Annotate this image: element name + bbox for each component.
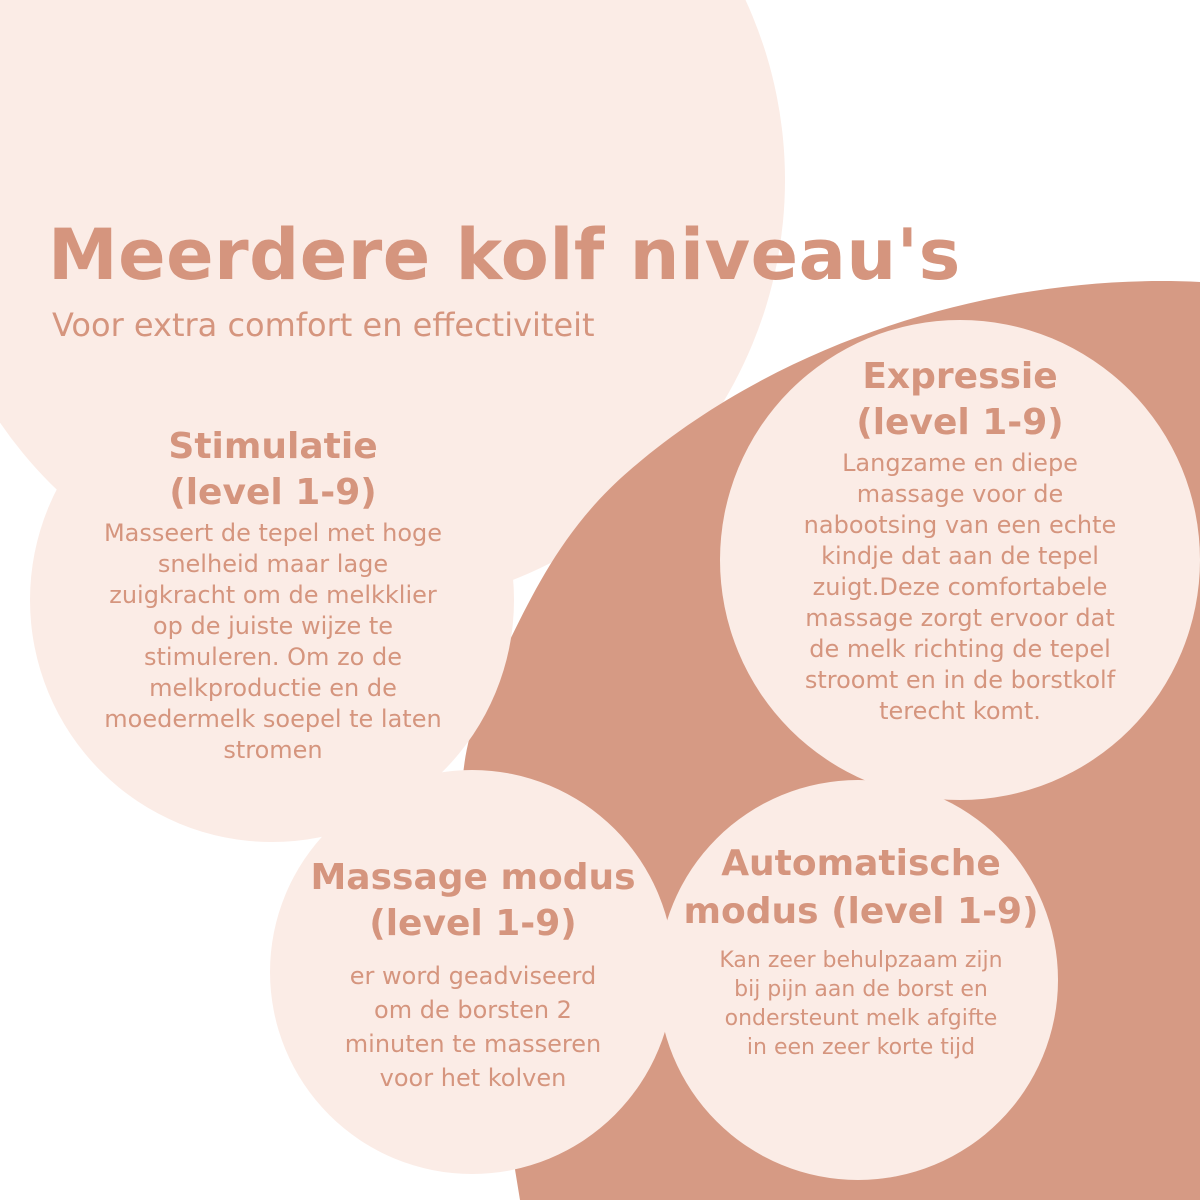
body-line: massage zorgt ervoor dat	[805, 604, 1115, 632]
massage-modus-description	[345, 959, 601, 1095]
automatische-modus-description	[719, 946, 1002, 1062]
heading-line: (level 1-9)	[369, 903, 577, 944]
body-line: snelheid maar lage	[157, 550, 389, 578]
heading-line: (level 1-9)	[856, 402, 1064, 443]
body-line: nabootsing van een echte	[803, 511, 1117, 539]
stimulatie-heading	[168, 424, 377, 516]
body-line: Langzame en diepe	[842, 449, 1078, 477]
stimulatie-description	[104, 518, 442, 766]
expressie-heading	[856, 354, 1063, 446]
page-subtitle: Voor extra comfort en effectiviteit	[52, 306, 595, 344]
body-line: kindje dat aan de tepel	[821, 542, 1099, 570]
massage-modus-heading	[310, 855, 635, 947]
expressie-description	[804, 448, 1117, 727]
body-line: de melk richting de tepel	[809, 635, 1111, 663]
body-line: voor het kolven	[379, 1064, 567, 1092]
heading-line: Massage modus	[310, 857, 636, 898]
body-line: op de juiste wijze te	[152, 612, 394, 640]
body-line: melkproductie en de	[149, 674, 397, 702]
massage-modus-card	[290, 855, 656, 1095]
body-line: in een zeer korte tijd	[746, 1035, 976, 1060]
body-line: moedermelk soepel te laten	[104, 705, 442, 733]
body-line: Masseert de tepel met hoge	[103, 519, 443, 547]
body-line: minuten te masseren	[344, 1030, 602, 1058]
body-line: ondersteunt melk afgifte	[724, 1006, 998, 1031]
body-line: terecht komt.	[879, 697, 1041, 725]
body-line: massage voor de	[856, 480, 1064, 508]
body-line: om de borsten 2	[374, 996, 572, 1024]
body-line: zuigkracht om de melkklier	[109, 581, 437, 609]
body-line: zuigt.Deze comfortabele	[812, 573, 1108, 601]
stimulatie-card	[70, 424, 476, 766]
page-title: Meerdere kolf niveau's	[48, 214, 961, 296]
heading-line: Stimulatie	[168, 426, 378, 467]
body-line: er word geadviseerd	[349, 962, 597, 990]
heading-line: (level 1-9)	[169, 472, 377, 513]
body-line: stimuleren. Om zo de	[143, 643, 402, 671]
automatische-modus-heading	[683, 840, 1038, 936]
heading-line: Automatische	[721, 843, 1001, 884]
automatische-modus-card	[676, 840, 1046, 1062]
expressie-card	[770, 354, 1150, 727]
body-line: stroomt en in de borstkolf	[804, 666, 1116, 694]
heading-line: Expressie	[862, 356, 1058, 397]
heading-line: modus (level 1-9)	[683, 891, 1039, 932]
body-line: stromen	[223, 736, 323, 764]
body-line: Kan zeer behulpzaam zijn	[719, 948, 1003, 973]
body-line: bij pijn aan de borst en	[734, 977, 988, 1002]
